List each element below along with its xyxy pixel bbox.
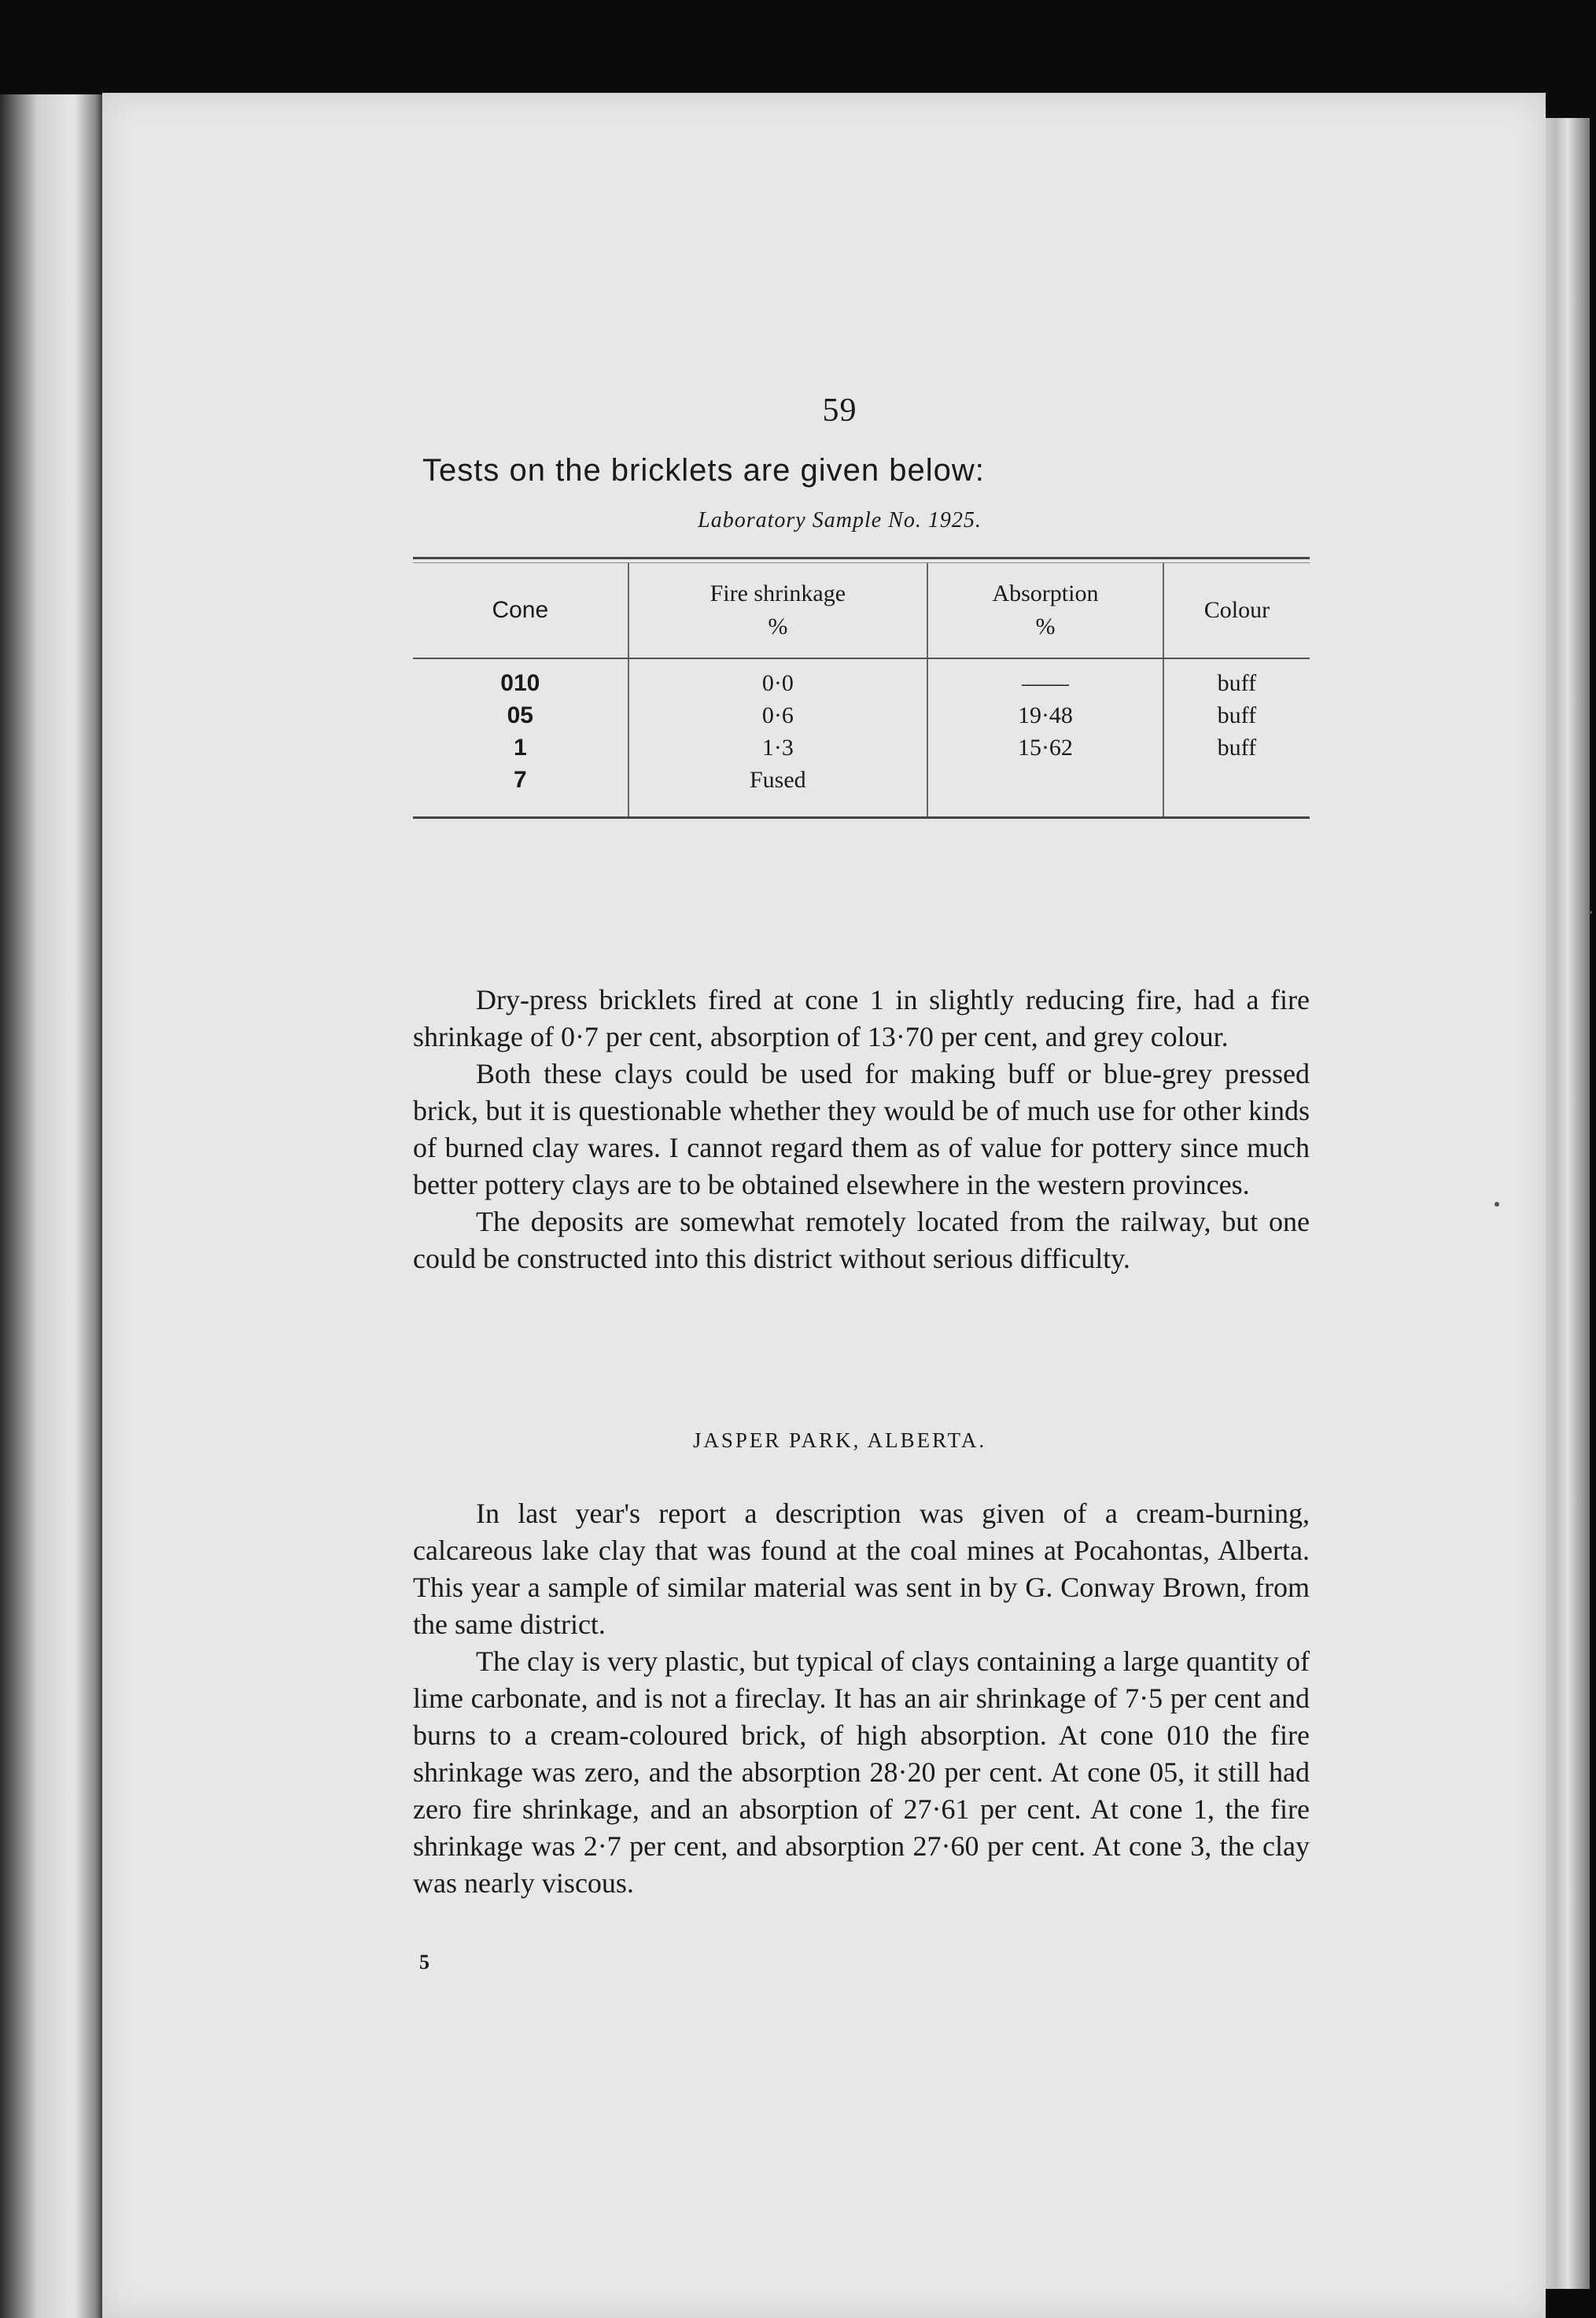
section-body-text: [413, 1495, 1310, 1902]
paragraph: The deposits are somewhat remotely located from the railway, but one could be constructed into this district without serious difficulty.: [413, 1206, 1310, 1274]
table-row: [413, 699, 1310, 732]
header-absorption: Absorption %: [927, 563, 1163, 658]
header-colour: Colour: [1163, 563, 1310, 658]
cell-colour: buff: [1163, 732, 1310, 764]
table-row: [413, 658, 1310, 699]
book-spine: [0, 94, 106, 2318]
cell-absorption: 15·62: [927, 732, 1163, 764]
table-bottom-rule: [413, 816, 1310, 819]
table-header-row: [413, 563, 1310, 658]
body-text: [413, 982, 1310, 1277]
cell-cone: 1: [513, 734, 527, 761]
cell-cone: 7: [513, 766, 527, 793]
paragraph: The clay is very plastic, but typical of clays containing a large quantity of lime carbonate, and is not a fireclay. It has an air shrinkage of 7·5 per cent and burns to a cream-coloured brick, of high absorption. At cone 010 the fire shrinkage was zero, and the absorption 28·20 per cent. At cone 05, it still had zero fire shrinkage, and an absorption of 27·61 per cent. At cone 1, the fire shrinkage was 2·7 per cent, and absorption 27·60 per cent. At cone 3, the clay was nearly viscous.: [413, 1645, 1310, 1899]
cell-absorption: [927, 764, 1163, 816]
scan-speck: [1495, 1202, 1499, 1207]
table-row: [413, 764, 1310, 816]
document-page: [102, 93, 1546, 2318]
table-row: [413, 732, 1310, 764]
paragraph: Both these clays could be used for making buff or blue-grey pressed brick, but it is questionable whether they would be of much use for other kinds of burned clay wares. I cannot regard them as of value for pottery since much better pottery clays are to be obtained elsewhere in the western provinces.: [413, 1058, 1310, 1200]
page-number: 59: [822, 392, 857, 429]
cell-absorption: ——: [927, 658, 1163, 699]
cell-colour: buff: [1163, 699, 1310, 732]
results-table-wrap: [413, 557, 1310, 819]
header-fire-shrinkage: Fire shrinkage %: [628, 563, 928, 658]
cell-fire-shrinkage: Fused: [628, 764, 928, 816]
cell-fire-shrinkage: 0·0: [628, 658, 928, 699]
header-cone: Cone: [413, 563, 628, 658]
intro-line: Tests on the bricklets are given below:: [422, 453, 985, 488]
signature-mark: 5: [419, 1951, 429, 1973]
results-table: [413, 563, 1310, 816]
paragraph: Dry-press bricklets fired at cone 1 in slightly reducing fire, had a fire shrinkage of 0·7 per cent, absorption of 13·70 per cent, and grey colour.: [413, 984, 1310, 1052]
table-top-rule: [413, 557, 1310, 563]
cell-fire-shrinkage: 0·6: [628, 699, 928, 732]
cell-cone: 05: [507, 702, 533, 728]
section-heading: JASPER PARK, ALBERTA.: [692, 1428, 987, 1452]
paragraph: In last year's report a description was given of a cream-burning, calcareous lake clay that was found at the coal mines at Pocahontas, Alberta. This year a sample of similar material was sent in by G. Conway Brown, from the same district.: [413, 1498, 1310, 1640]
cell-fire-shrinkage: 1·3: [628, 732, 928, 764]
cell-absorption: 19·48: [927, 699, 1163, 732]
cell-colour: [1163, 764, 1310, 816]
scan-speck: [1589, 911, 1592, 914]
table-caption: Laboratory Sample No. 1925.: [698, 508, 982, 533]
cell-colour: buff: [1163, 658, 1310, 699]
cell-cone: 010: [500, 669, 540, 696]
